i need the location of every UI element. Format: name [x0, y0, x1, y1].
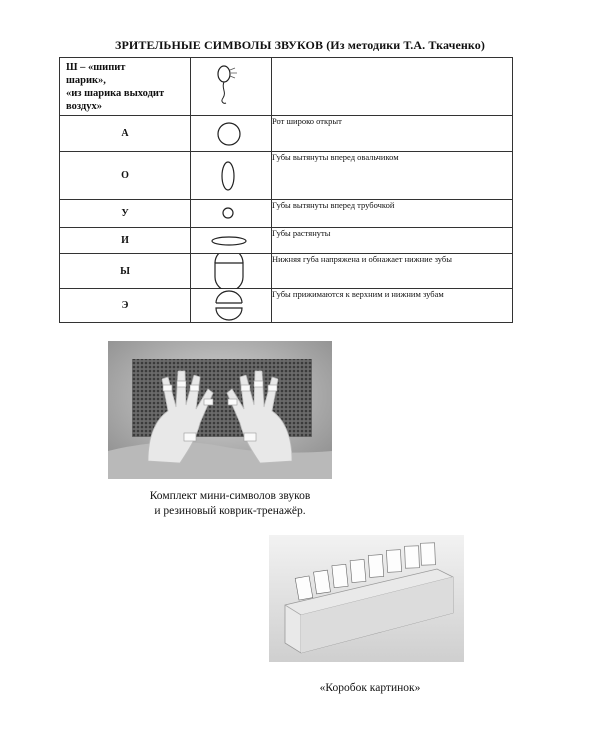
caption-line: Комплект мини-символов звуков — [149, 490, 311, 502]
half-circle-lower-icon — [191, 254, 271, 289]
desc-cell: Губы вытянуты вперед трубочкой — [272, 200, 513, 228]
symbol-cell — [191, 289, 272, 323]
letter-cell: А — [60, 116, 191, 152]
letter-cell-sh — [60, 58, 191, 116]
table-row — [60, 228, 513, 254]
balloon-icon — [191, 58, 271, 116]
hands-on-mat-photo — [108, 341, 332, 479]
letter-line: воздух» — [66, 101, 102, 112]
table-row — [60, 289, 513, 323]
letter-cell: У — [60, 200, 191, 228]
symbol-cell — [191, 200, 272, 228]
symbol-cell — [191, 116, 272, 152]
letter-line: «из шарика выходит — [66, 88, 165, 99]
desc-cell — [272, 58, 513, 116]
letter-cell: И — [60, 228, 191, 254]
figure-caption-mat — [110, 489, 350, 519]
letter-cell: Э — [60, 289, 191, 323]
symbol-cell — [191, 254, 272, 289]
desc-cell: Губы растянуты — [272, 228, 513, 254]
letter-cell: О — [60, 152, 191, 200]
table-row — [60, 58, 513, 116]
split-circle-icon — [191, 289, 271, 323]
page-title: ЗРИТЕЛЬНЫЕ СИМВОЛЫ ЗВУКОВ (Из методики Т.А. Ткаченко) — [115, 38, 485, 52]
desc-cell: Рот широко открыт — [272, 116, 513, 152]
letter-line: Ш – «шипит — [66, 62, 126, 73]
table-row — [60, 116, 513, 152]
symbol-cell — [191, 152, 272, 200]
hands-on-mat-image — [108, 341, 332, 479]
letter-cell: Ы — [60, 254, 191, 289]
circle-small-icon — [191, 200, 271, 228]
card-box-photo — [269, 535, 464, 662]
figure-caption-box — [290, 681, 450, 696]
letter-line: шарик», — [66, 75, 106, 86]
oval-vertical-icon — [191, 152, 271, 200]
table-row — [60, 254, 513, 289]
desc-cell: Губы прижимаются к верхним и нижним зубам — [272, 289, 513, 323]
card-box-image — [269, 535, 464, 662]
caption-line: «Коробок картинок» — [319, 682, 421, 694]
sound-symbols-table — [59, 57, 513, 323]
desc-cell: Губы вытянуты вперед овальчиком — [272, 152, 513, 200]
table-row — [60, 200, 513, 228]
symbol-cell — [191, 228, 272, 254]
oval-horizontal-icon — [191, 228, 271, 254]
caption-line: и резиновый коврик-тренажёр. — [154, 505, 306, 517]
desc-cell: Нижняя губа напряжена и обнажает нижние зубы — [272, 254, 513, 289]
symbol-cell — [191, 58, 272, 116]
table-row — [60, 152, 513, 200]
circle-large-icon — [191, 116, 271, 152]
